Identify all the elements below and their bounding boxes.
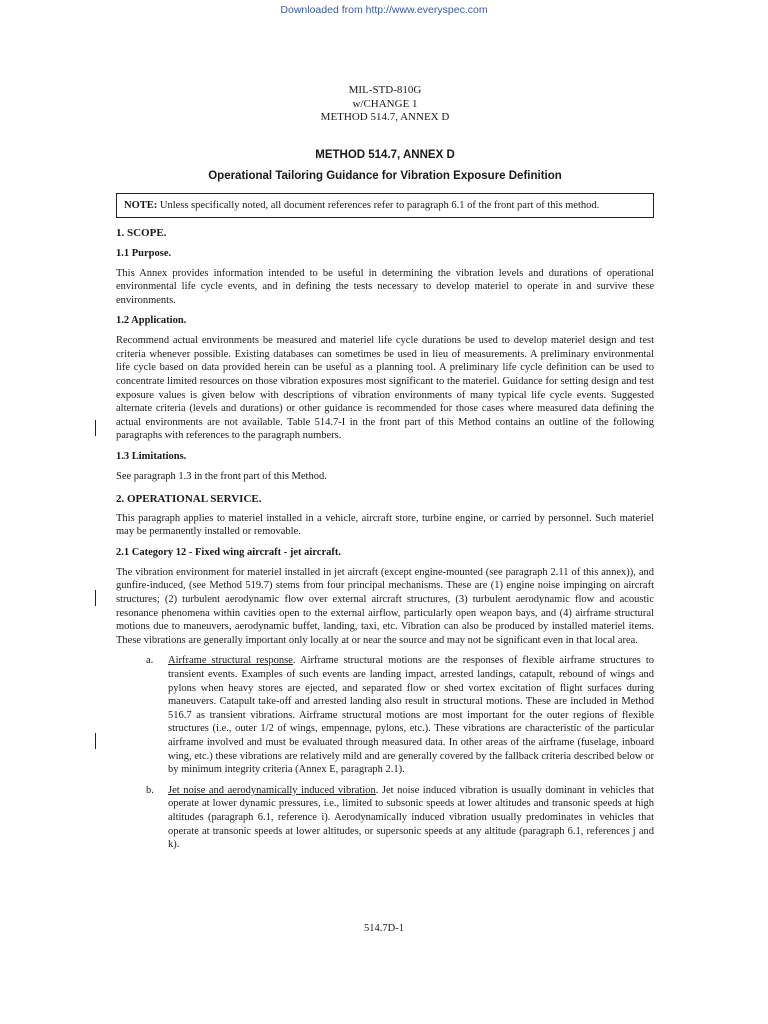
change-bar [95, 733, 96, 749]
purpose-paragraph: This Annex provides information intended to be useful in determining the vibration levels and durations of operational environmental life cycle events, and in defining the tests necessary to develop materiel to operate in and survive these environments. [116, 267, 654, 306]
operational-paragraph: This paragraph applies to materiel installed in a vehicle, aircraft store, turbine engine, or carried by personnel. Such materiel may be permanently installed or removable. [116, 512, 654, 538]
document-header [116, 84, 654, 125]
application-paragraph: Recommend actual environments be measured and materiel life cycle durations be used to develop materiel design and test criteria whenever possible. Existing databases can sometimes be used in lieu of measurements. A preliminary environmental life cycle based on data provided herein can be useful as a planning tool. A preliminary life cycle definition can be used to concentrate limited resources on those vibration exposures most significant to the materiel. Guidance for setting design and test exposure values is given below with descriptions of vibration environments of many typical life cycle events. Suggested alternate criteria (levels and durations) or other guidance is recommended for those cases where measured data defining the actual environments are not available. Table 514.7-I in the front part of this Method contains an outline of the following paragraphs with references to the paragraph numbers. [116, 335, 654, 442]
category12-paragraph: The vibration environment for materiel installed in jet aircraft (except engine-mounted (see paragraph 2.11 of this annex)), and gunfire-induced, (see Method 519.7) stems from four principal mechanisms. These are (1) engine noise impinging on aircraft structures; (2) turbulent aerodynamic flow over external aircraft structures, (3) turbulent aerodynamic flow and acoustic resonance phenomena within cavities open to the external airflow, particularly open weapon bays, and (4) airframe structural motions due to maneuvers, aerodynamic buffet, landing, taxi, etc. Vibration can also be produced by installed materiel items. These vibrations are generally important only locally at or near the source and may not be significant even in that local area. [116, 566, 654, 646]
note-label: NOTE: [124, 199, 158, 211]
limitations-paragraph: See paragraph 1.3 in the front part of this Method. [116, 471, 327, 483]
section-scope-heading: 1. SCOPE. [116, 226, 167, 239]
section-application-heading: 1.2 Application. [116, 315, 187, 327]
page-number: 514.7D-1 [364, 923, 404, 934]
method-subtitle: Operational Tailoring Guidance for Vibration Exposure Definition [208, 169, 562, 182]
header-standard: MIL-STD-810G [348, 84, 422, 96]
download-source-link[interactable]: Downloaded from http://www.everyspec.com [280, 4, 488, 16]
header-change: w/CHANGE 1 [352, 97, 418, 110]
method-title: METHOD 514.7, ANNEX D [315, 148, 455, 161]
list-item [116, 784, 654, 852]
section-category12-heading: 2.1 Category 12 - Fixed wing aircraft - jet aircraft. [116, 546, 341, 558]
change-bar [95, 420, 96, 436]
document-page [116, 84, 654, 859]
list-marker: b. [146, 784, 154, 796]
change-bar [95, 590, 96, 606]
list-marker: a. [146, 655, 154, 667]
note-box [116, 193, 654, 218]
section-purpose-heading: 1.1 Purpose. [116, 247, 172, 259]
note-text: Unless specifically noted, all document references refer to paragraph 6.1 of the front part of this method. [157, 199, 600, 211]
section-limitations-heading: 1.3 Limitations. [116, 451, 187, 463]
list-item-text: . Airframe structural motions are the responses of flexible airframe structures to transient events. Examples of such events are landing impact, arrested landings, catapult, rebound of wings and pylons when heavy stores are ejected, and separated flow or shed vortex excitation of flight surfaces during maneuvers. Catapult take-off and arrested landing also result in structural motions. These are included in Method 516.7 as transient vibrations. Airframe structural motions are most important for the outer regions of flexible structures (i.e., outer 1/2 of wings, empennage, pylons, etc.). These vibrations are characteristic of the particular airframe involved and must be evaluated through measured data. In other areas of the airframe (fuselage, inboard wing, etc.) these vibrations are relatively mild and are generally covered by the fallback criteria described below or by minimum integrity criteria (Annex E, paragraph 2.1). [168, 655, 655, 776]
header-method: METHOD 514.7, ANNEX D [320, 111, 450, 123]
section-operational-heading: 2. OPERATIONAL SERVICE. [116, 492, 262, 505]
list-item-title: Jet noise and aerodynamically induced vibration [168, 784, 376, 796]
list-item-title: Airframe structural response [168, 655, 293, 667]
mechanism-list [116, 654, 654, 851]
list-item-text: . Jet noise induced vibration is usually dominant in vehicles that operate at lower dynamic pressures, i.e., limited to subsonic speeds at lower altitudes and transonic speeds at high altitudes (paragraph 6.1, reference i). Aerodynamically induced vibration usually predominates in vehicles that operate at transonic speeds at lower altitudes, or supersonic speeds at any altitude (paragraph 6.1, references j and k). [168, 784, 654, 851]
list-item [116, 654, 654, 776]
